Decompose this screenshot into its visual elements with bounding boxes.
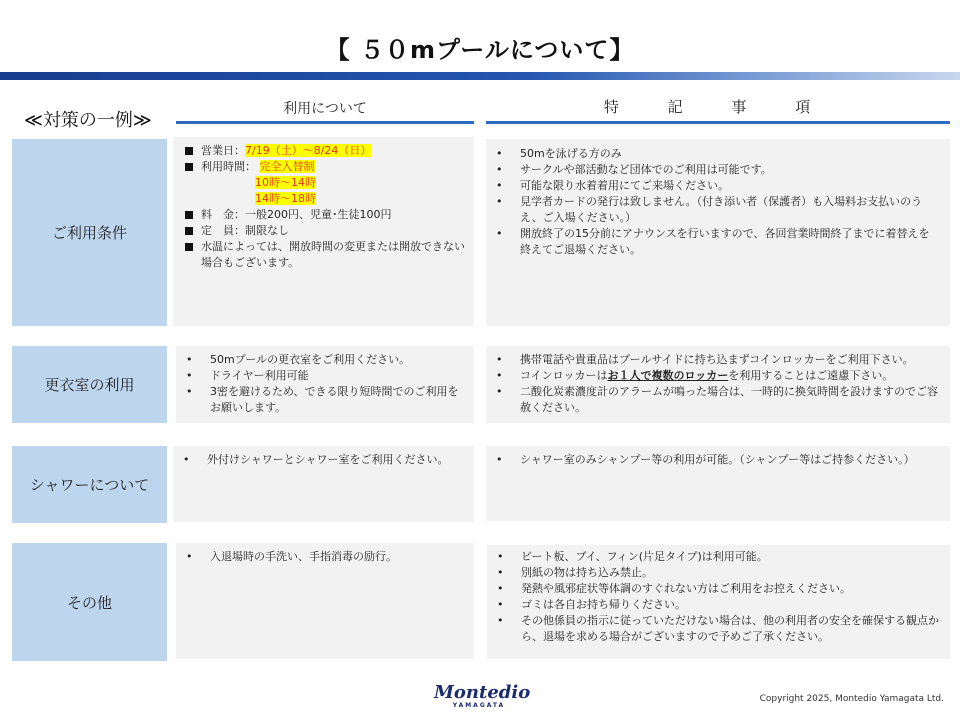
bullet-dot-icon: • (496, 385, 503, 398)
square-bullet-icon (185, 211, 193, 219)
list-item: • ドライヤー利用可能 (186, 369, 309, 382)
list-item: 料 金：一般200円、児童･生徒100円 (185, 207, 466, 223)
bullet-dot-icon: • (497, 598, 504, 611)
bullet-dot-icon: • (497, 582, 504, 595)
list-item: • 3密を避けるため、できる限り短時間でのご利用をお願いします。 (186, 385, 459, 414)
bullet-dot-icon: • (186, 550, 193, 563)
square-bullet-icon (185, 227, 193, 235)
list-item: • コインロッカーはお１人で複数のロッカーを利用することはご遠慮下さい。 (496, 369, 894, 382)
conditions-usage-box (173, 137, 474, 326)
list-item: • 入退場時の手洗い、手指消毒の励行。 (186, 550, 397, 563)
other-notes-box (487, 545, 950, 659)
logo-subtitle: YAMAGATA (452, 702, 506, 709)
logo-wordmark: Montedio (434, 682, 531, 703)
list-item: • 開放終了の15分前にアナウンスを行いますので、各回営業時間終了までに着替えを終えてご退場ください。 (496, 227, 930, 256)
shower-usage-box (173, 446, 474, 522)
business-days-value: 7/19（土）～8/24（日） (245, 144, 372, 157)
list-item (185, 175, 466, 191)
section-label: ≪対策の一例≫ (24, 110, 152, 131)
list-item: • ビート板、ブイ、フィン(片足タイプ)は利用可能。 (497, 550, 768, 563)
column-header-usage-underline (176, 121, 474, 124)
row-label-changing-room: 更衣室の利用 (12, 346, 167, 423)
column-header-notes-underline (486, 121, 950, 124)
list-item: 営業日：7/19（土）～8/24（日） (185, 143, 466, 159)
list-item: • 50mプールの更衣室をご利用ください。 (186, 353, 411, 366)
square-bullet-icon (185, 147, 193, 155)
bullet-dot-icon: • (496, 163, 503, 176)
copyright-text: Copyright 2025, Montedio Yamagata Ltd. (759, 694, 944, 704)
list-item (185, 191, 466, 207)
list-item: • 発熱や風邪症状等体調のすぐれない方はご利用をお控えください。 (497, 582, 851, 595)
bullet-dot-icon: • (496, 369, 503, 382)
bullet-dot-icon: • (496, 179, 503, 192)
row-label-other: その他 (12, 543, 167, 661)
row-label-shower: シャワーについて (12, 446, 167, 523)
page-title: 【 ５０mプールについて】 (325, 36, 635, 64)
conditions-usage-list (173, 137, 474, 271)
bullet-dot-icon: • (496, 227, 503, 240)
bullet-dot-icon: • (496, 147, 503, 160)
bullet-dot-icon: • (497, 550, 504, 563)
bullet-dot-icon: • (496, 353, 503, 366)
list-item: 定 員：制限なし (185, 223, 466, 239)
square-bullet-icon (185, 163, 193, 171)
list-item: • 可能な限り水着着用にてご来場ください。 (496, 179, 729, 192)
conditions-notes-box (486, 139, 950, 326)
list-item: • 二酸化炭素濃度計のアラームが鳴った場合は、一時的に換気時間を設けますのでご容赦ください。 (496, 385, 938, 414)
list-item: 利用時間： 完全入替制 (185, 159, 466, 175)
list-item: • その他係員の指示に従っていただけない場合は、他の利用者の安全を確保する観点から、退場を求める場合がございますので予めご了承ください。 (497, 614, 939, 643)
changing-usage-box (176, 346, 474, 423)
column-header-notes: 特 記 事 項 (603, 98, 833, 116)
list-item: • 外付けシャワーとシャワー室をご利用ください。 (183, 453, 449, 466)
multiple-lockers-emphasis: お１人で複数のロッカー (607, 369, 729, 382)
changing-notes-box (486, 346, 950, 423)
list-item: • シャワー室のみシャンプー等の利用が可能。（シャンプー等はご持参ください。） (496, 453, 915, 466)
list-item: • ゴミは各自お持ち帰りください。 (497, 598, 686, 611)
square-bullet-icon (185, 243, 193, 251)
other-usage-box (176, 543, 474, 659)
bullet-dot-icon: • (497, 566, 504, 579)
title-divider (0, 72, 960, 80)
list-item: • 携帯電話や貴重品はプールサイドに持ち込まずコインロッカーをご利用下さい。 (496, 353, 914, 366)
bullet-dot-icon: • (497, 614, 504, 627)
list-item: • 50mを泳げる方のみ (496, 147, 622, 160)
bullet-dot-icon: • (186, 353, 193, 366)
bullet-dot-icon: • (186, 369, 193, 382)
bullet-dot-icon: • (183, 453, 190, 466)
montedio-logo (434, 682, 531, 714)
column-header-usage: 利用について (283, 101, 367, 117)
list-item: • 別紙の物は持ち込み禁止。 (497, 566, 653, 579)
bullet-dot-icon: • (496, 195, 503, 208)
list-item: 水温によっては、開放時間の変更または開放できない場合もございます。 (185, 239, 466, 271)
list-item: • 見学者カードの発行は致しません。（付き添い者（保護者）も入場料お支払いのうえ、ご入場ください。） (496, 195, 923, 224)
list-item: • サークルや部活動など団体でのご利用は可能です。 (496, 163, 772, 176)
shower-notes-box (486, 446, 950, 521)
bullet-dot-icon: • (496, 453, 503, 466)
row-label-conditions: ご利用条件 (12, 139, 167, 326)
bullet-dot-icon: • (186, 385, 193, 398)
hours-system-value: 完全入替制 (259, 160, 315, 173)
session-1-value: 10時～14時 (255, 176, 316, 189)
session-2-value: 14時～18時 (255, 192, 316, 205)
